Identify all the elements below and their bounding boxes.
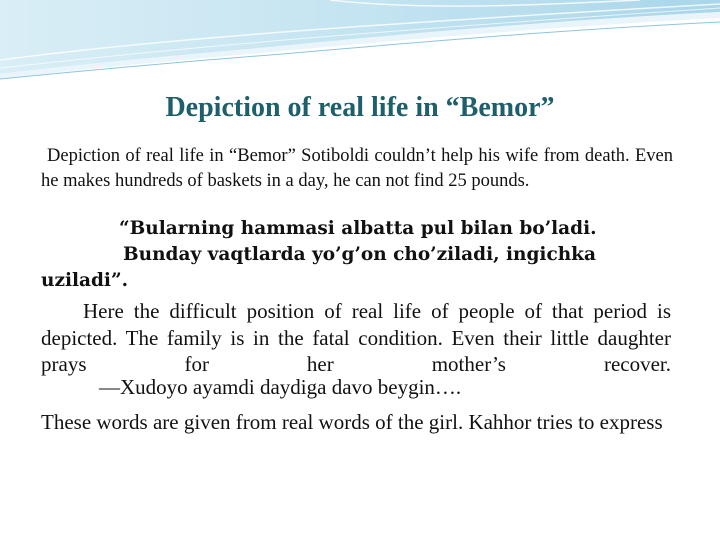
quote-line-3: uziladi”. [41, 270, 129, 291]
girl-quote [41, 375, 671, 399]
paragraph-conclusion: These words are given from real words of the girl. Kahhor tries to express [41, 410, 663, 434]
paragraph-difficult-position-text: Here the difficult position of real life of people of that period is depicted. The family is in the fatal condition. Even their little daughter prays for her mother’s recover. [41, 299, 671, 376]
paragraph-difficult-position [41, 298, 671, 378]
uzbek-quote-block [41, 216, 673, 294]
girl-quote-text: ―Xudoyo ayamdi daydiga davo beygin…. [99, 375, 462, 399]
paragraph-intro: Depiction of real life in “Bemor” Sotiboldi couldn’t help his wife from death. Even he makes hundreds of baskets in a day, he can not find 25 pounds. [41, 146, 673, 191]
header-wave-decoration [0, 0, 720, 80]
quote-line-2: Bunday vaqtlarda yo’g’on cho’ziladi, ingichka [123, 244, 596, 265]
quote-line-1: “Bularning hammasi albatta pul bilan bo’ladi. [119, 218, 597, 239]
slide-title: Depiction of real life in “Bemor” [165, 92, 555, 123]
